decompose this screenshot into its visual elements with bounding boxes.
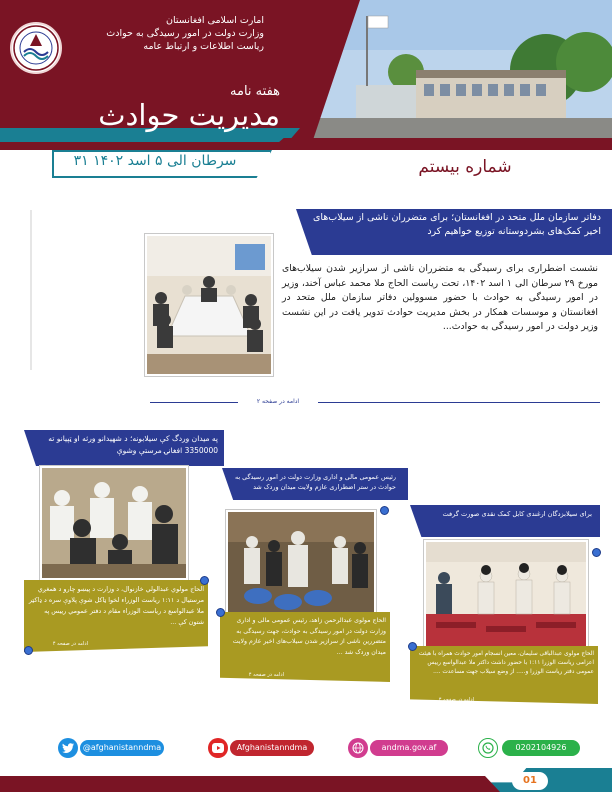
article1-headline: دفاتر سازمان ملل متحد در افغانستان؛ برای متضرران ناشی از سیلاب‌های اخیر کمک‌های بشردوستانه توزیع خواهیم کرد — [312, 212, 601, 237]
card2-headline: رئیس عمومی مالی و اداری وزارت دولت در امور رسیدگی به حوادث در ستر اضطراری عازم ولایت میدان وردک شد — [234, 473, 396, 491]
decorative-divider — [30, 210, 32, 370]
article1-continued-link[interactable]: ادامه در صفحه ۲ — [238, 395, 318, 409]
card1-pin-icon-2 — [24, 646, 33, 655]
website-url: andma.gov.af — [370, 740, 448, 756]
card2-pin-icon-2 — [216, 608, 225, 617]
twitter-handle: @afghanistanndma — [80, 740, 164, 756]
whatsapp-number: 0202104926 — [502, 740, 580, 756]
card3-photo — [424, 540, 588, 648]
twitter-icon — [58, 738, 78, 758]
card3-caption: الحاج مولوی عبدالباقی سلیمان، معین انسجام امور حوادث همراه با هیئت اعزامی ریاست الوزرا ۱:۱۱ با حضور داشت داکتر ملا عبدالواسع رییس عمومی دفتر ریاست الوزرا و..... از وضع سیلاب جهت مساعدت .... — [418, 651, 594, 675]
card1-headline: په میدان وردگ کې سیلابونه؛ د شهیدانو ورثه او ټپیانو ته 3350000 افغانۍ مرستې وشوې — [48, 434, 218, 455]
card3-headline: برای سیلابزدگان ارغندی کابل کمک نقدی صورت گرفت — [442, 510, 592, 518]
card1-photo — [40, 466, 188, 580]
youtube-icon — [208, 738, 228, 758]
youtube-handle: Afghanistanndma — [230, 740, 314, 756]
org-line-2: وزارت دولت در امور رسیدگی به حوادث — [106, 28, 264, 39]
whatsapp-icon — [478, 738, 498, 758]
page-number: 01 — [512, 772, 548, 790]
card3-continued-link[interactable]: ادامه در صفحه ۴ — [438, 697, 474, 703]
card2-photo — [226, 510, 376, 618]
card2-caption: الحاج مولوی عبدالرحمن زاهد، رئیس عمومی مالی و اداری وزارت دولت در امور رسیدگی به حوادث، جهت رسیدگی به متضررین ناشی از سرازیر شدن سیلاب‌های اخیر عازم ولایت میدان وردک شد ... — [232, 617, 386, 656]
date-range: ۳۱ سرطان الی ۵ اسد ۱۴۰۲ — [73, 153, 237, 169]
header-band — [270, 138, 612, 150]
organization-name — [64, 14, 264, 53]
org-line-1: امارت اسلامی افغانستان — [166, 15, 264, 26]
article1-body: نشست اضطراری برای رسیدگی به متضرران ناشی از سرازیر شدن سیلاب‌های مورخ ۲۹ سرطان الی ۱ اسد ۱۴۰۲، تحت ریاست الحاج ملا محمد عباس آخند، وزیر در امور رسیدگی به حوادث با حضور مسوولین دفاتر سازمان ملل متحد در افغانستان و موسسات همکار در بخش مدیریت حوادث تدویر یافت در این نشست وزیر دولت در امور رسیدگی به حوادث... — [282, 263, 598, 332]
ministry-logo — [10, 22, 62, 74]
card2-pin-icon — [380, 506, 389, 515]
card1-pin-icon — [200, 576, 209, 585]
card3-pin-icon — [592, 548, 601, 557]
page-title: مدیریت حوادث — [98, 98, 280, 132]
article1-rule — [150, 402, 600, 403]
card2-continued-link[interactable]: ادامه در صفحه ۴ — [248, 672, 284, 678]
org-line-3: ریاست اطلاعات و ارتباط عامه — [143, 41, 264, 52]
card1-continued-link[interactable]: ادامه در صفحه ۴ — [52, 641, 88, 647]
card1-caption: الحاج مولوي عبدالولي خازنوال، د وزارت د پیښو چارو د همغږي مرستیال د ۱:۱۱ ریاست الوزراء لخوا ټاکل شوې پلاوې سره د ډاکټر ملا عبدالواسع د ریاست الوزراء مقام د دفتر عمومي رییس په شتون کې ... — [28, 585, 204, 626]
globe-icon — [348, 738, 368, 758]
issue-number: شماره بیستم — [418, 157, 512, 177]
card3-pin-icon-2 — [408, 642, 417, 651]
footer-maroon-band — [0, 776, 500, 792]
weekly-label: هفته نامه — [230, 84, 280, 99]
article1-meeting-photo — [145, 234, 273, 376]
